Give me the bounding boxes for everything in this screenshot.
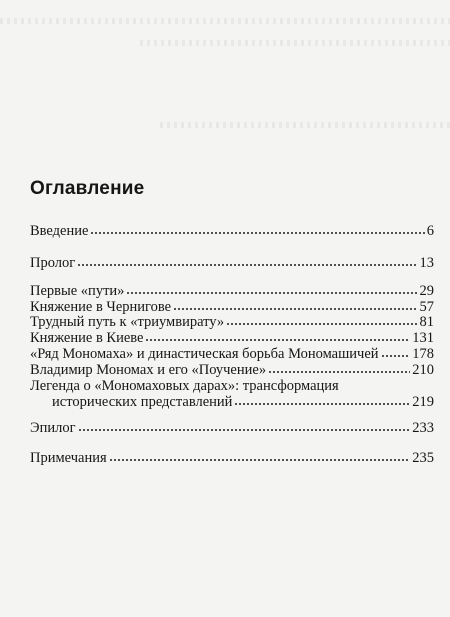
toc-entry-label: Пролог <box>30 255 76 271</box>
toc-entry-notes[interactable] <box>30 450 434 466</box>
toc-entry-page: 233 <box>412 420 434 436</box>
toc-entry-page: 219 <box>412 394 434 410</box>
toc-entry-chapter-5[interactable] <box>30 346 434 362</box>
leader-dots <box>77 255 417 267</box>
toc-entry-label: Введение <box>30 223 89 239</box>
toc-entry-label-line1: Легенда о «Мономаховых дарах»: трансформация <box>30 378 339 394</box>
toc-entry-label: Княжение в Чернигове <box>30 299 172 315</box>
toc-entry-page: 6 <box>426 223 434 239</box>
leader-dots <box>226 314 417 326</box>
toc-entry-chapter-3[interactable] <box>30 314 434 330</box>
toc-title: Оглавление <box>30 178 145 199</box>
toc-entry-label: Трудный путь к «триумвирату» <box>30 314 225 330</box>
toc-entry-chapter-1[interactable] <box>30 283 434 299</box>
bleed-through-line <box>160 122 450 128</box>
toc-entry-label: «Ряд Мономаха» и династическая борьба Мономашичей <box>30 346 379 362</box>
toc-entry-label: Первые «пути» <box>30 283 125 299</box>
toc-entry-page: 13 <box>419 255 434 271</box>
toc-entry-label: Эпилог <box>30 420 76 436</box>
leader-dots <box>173 299 417 311</box>
bleed-through-line <box>0 18 450 24</box>
toc-entry-chapter-7[interactable] <box>30 378 434 410</box>
toc-entry-page: 29 <box>419 283 434 299</box>
toc-entry-chapter-6[interactable] <box>30 362 434 378</box>
toc-entry-introduction[interactable] <box>30 223 434 239</box>
leader-dots <box>78 420 411 432</box>
toc-entry-page: 131 <box>412 330 434 346</box>
toc-entry-page: 57 <box>419 299 434 315</box>
leader-dots <box>268 362 410 374</box>
toc-entry-page: 210 <box>412 362 434 378</box>
toc-entry-label: Владимир Мономах и его «Поучение» <box>30 362 267 378</box>
leader-dots <box>109 450 411 462</box>
toc-entry-label-line2: исторических представлений <box>52 394 233 410</box>
leader-dots <box>90 223 424 235</box>
bleed-through-line <box>140 40 450 46</box>
leader-dots <box>145 330 410 342</box>
toc-entry-page: 81 <box>419 314 434 330</box>
leader-dots <box>126 283 417 295</box>
toc-entry-chapter-4[interactable] <box>30 330 434 346</box>
toc-entry-chapter-2[interactable] <box>30 299 434 315</box>
toc-entry-label: Княжение в Киеве <box>30 330 144 346</box>
toc-entry-page: 178 <box>412 346 434 362</box>
leader-dots <box>381 346 411 358</box>
leader-dots <box>234 394 410 406</box>
toc-entry-prologue[interactable] <box>30 255 434 271</box>
toc-entry-epilogue[interactable] <box>30 420 434 436</box>
toc-entry-label: Примечания <box>30 450 107 466</box>
toc-entry-page: 235 <box>412 450 434 466</box>
